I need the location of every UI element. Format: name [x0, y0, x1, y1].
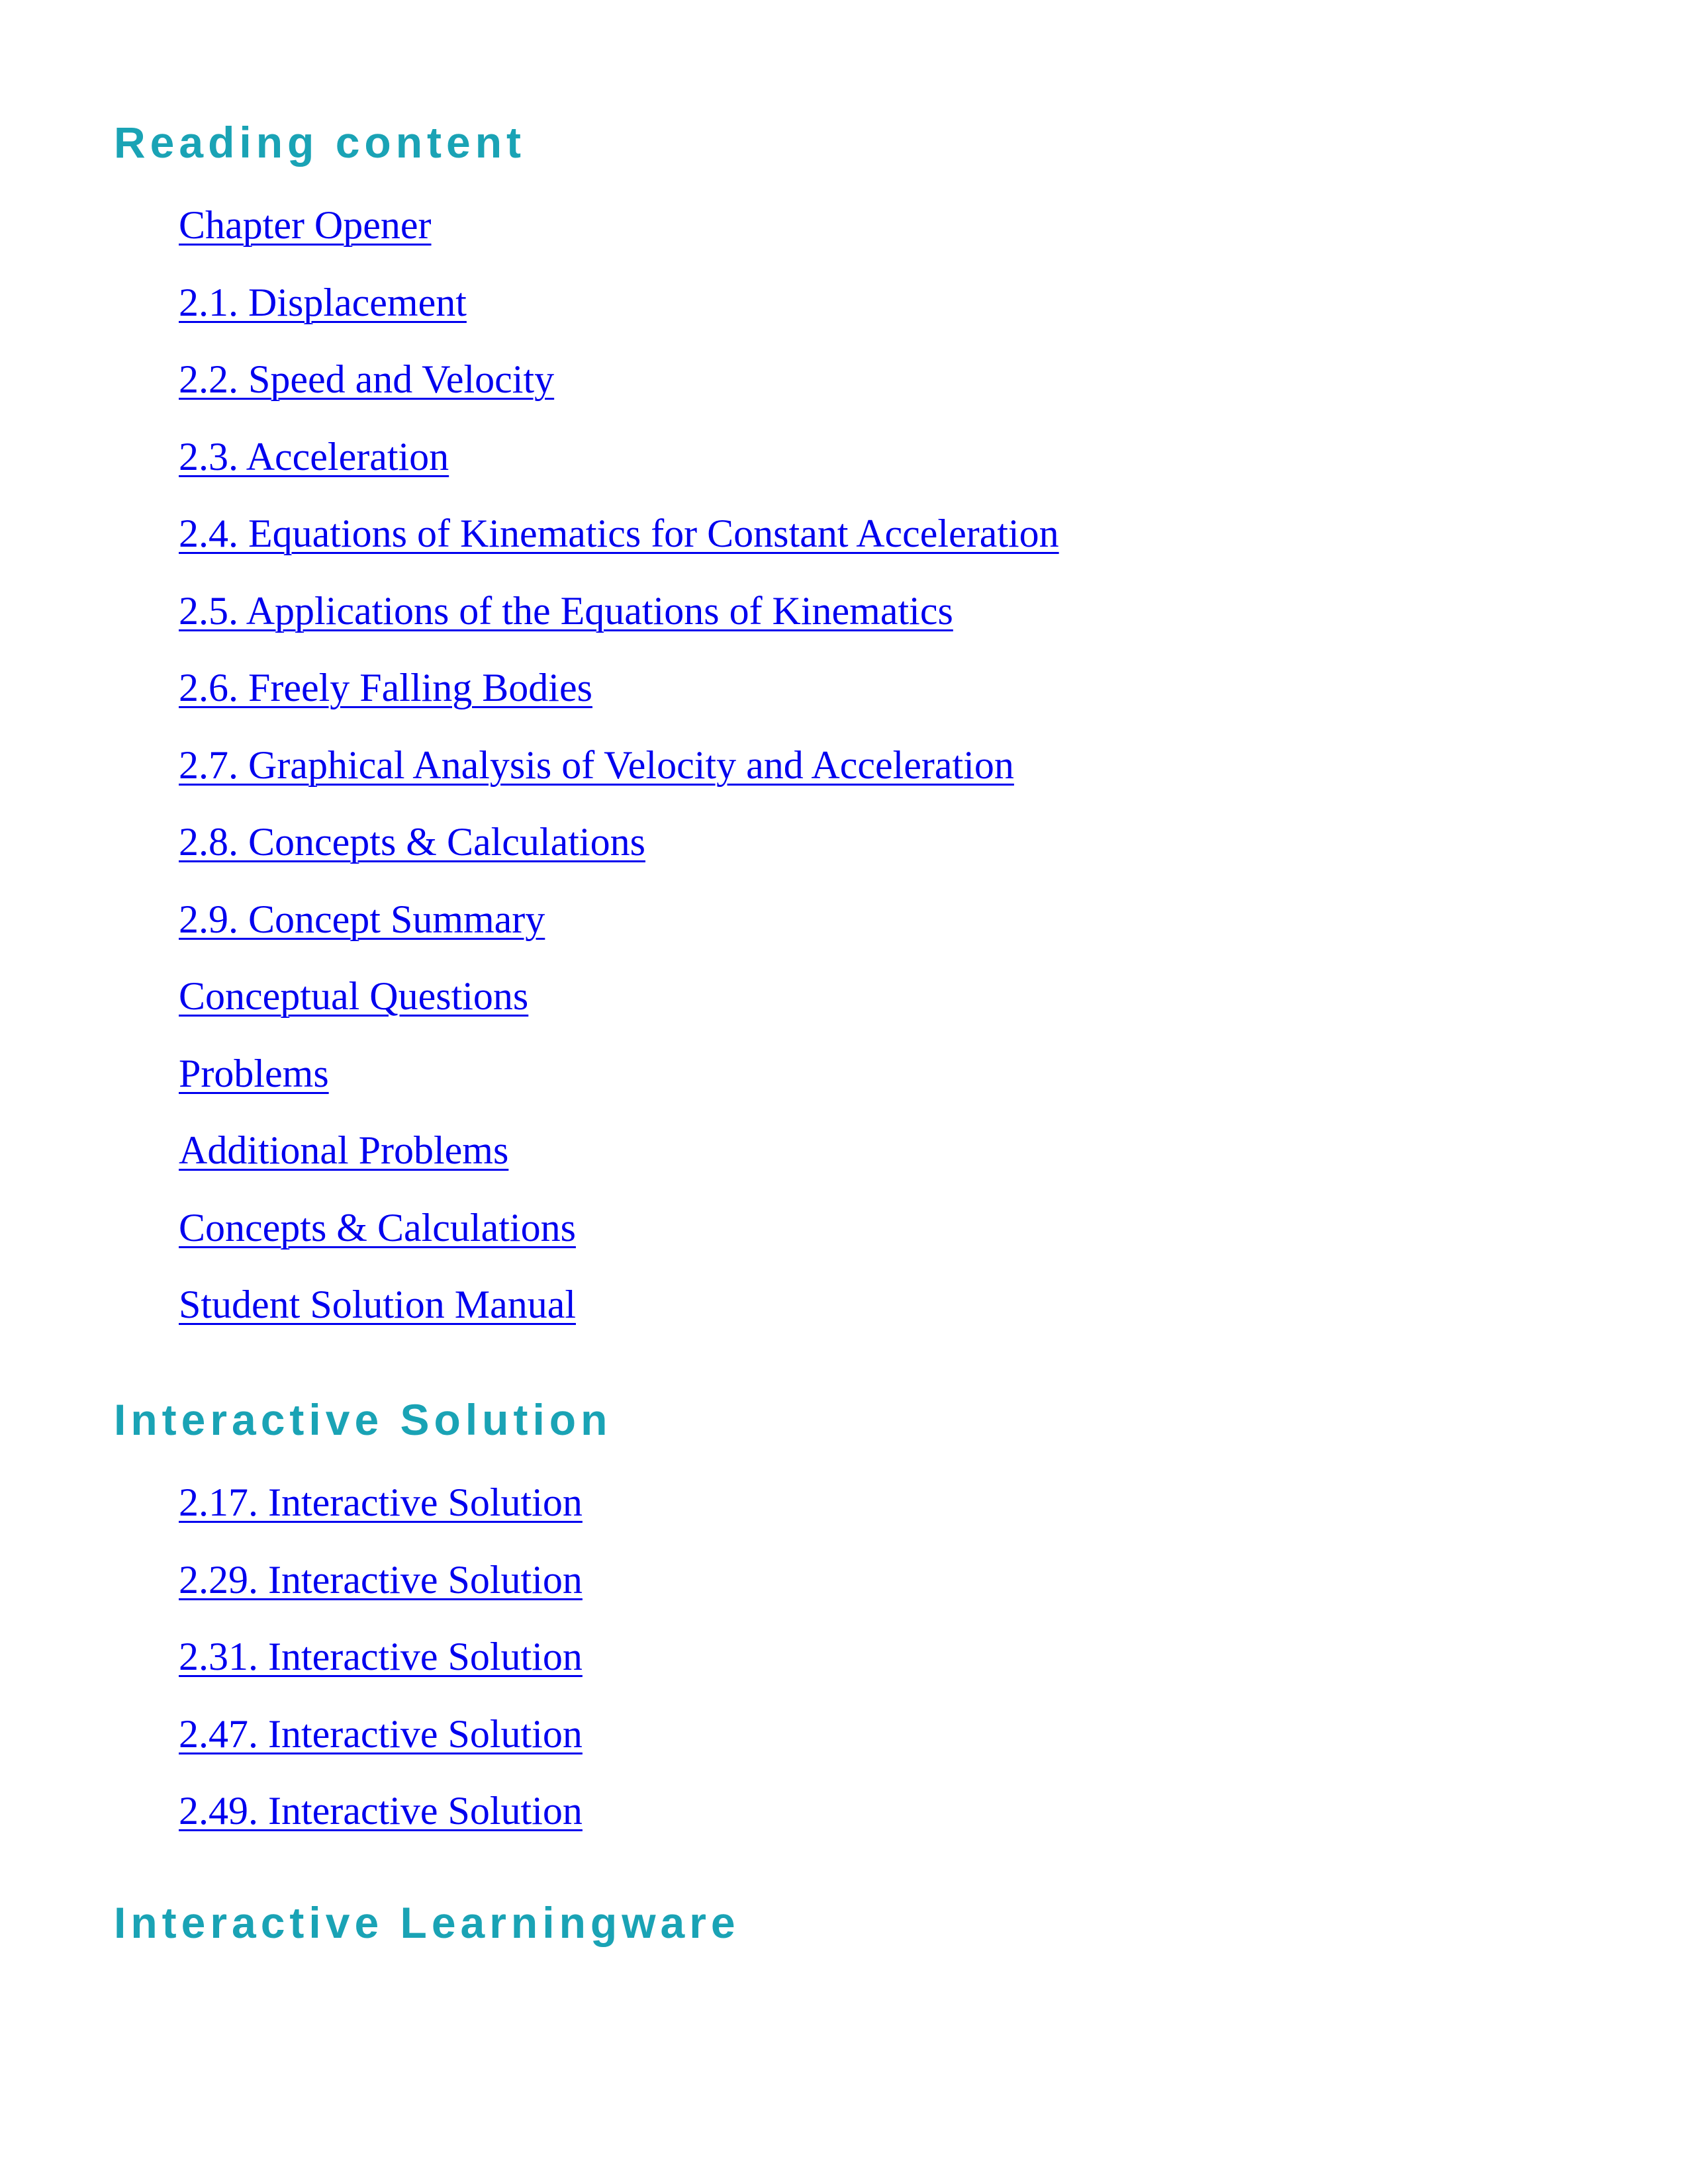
link-2-31-interactive-solution[interactable]: 2.31. Interactive Solution [179, 1635, 583, 1678]
list-item [179, 1047, 1688, 1124]
link-2-49-interactive-solution[interactable]: 2.49. Interactive Solution [179, 1789, 583, 1833]
section-heading-interactive-solution: Interactive Solution [114, 1395, 612, 1444]
list-item [179, 1630, 1688, 1707]
list-item [179, 970, 1688, 1047]
list-item [179, 1553, 1688, 1631]
list-item [179, 1201, 1688, 1279]
link-2-4-equations-of-kinematics[interactable]: 2.4. Equations of Kinematics for Constant Acceleration [179, 512, 1059, 555]
list-item [179, 353, 1688, 430]
reading-content-link-list [0, 199, 1688, 1355]
link-conceptual-questions[interactable]: Conceptual Questions [179, 974, 529, 1018]
list-item [179, 1707, 1688, 1785]
section-heading-interactive-learningware: Interactive Learningware [114, 1898, 740, 1947]
link-2-29-interactive-solution[interactable]: 2.29. Interactive Solution [179, 1557, 583, 1602]
section-heading-reading-content: Reading content [114, 118, 526, 167]
list-item [179, 276, 1688, 353]
list-item [179, 430, 1688, 508]
link-2-5-applications-of-equations[interactable]: 2.5. Applications of the Equations of Kinematics [179, 588, 953, 633]
list-item [179, 1476, 1688, 1553]
link-2-3-acceleration[interactable]: 2.3. Acceleration [179, 434, 449, 478]
link-2-9-concept-summary[interactable]: 2.9. Concept Summary [179, 897, 545, 941]
interactive-solution-link-list [0, 1476, 1688, 1862]
list-item [179, 893, 1688, 970]
link-2-2-speed-and-velocity[interactable]: 2.2. Speed and Velocity [179, 357, 555, 401]
interactive-solution-section [0, 1390, 1688, 1862]
list-item [179, 1278, 1688, 1355]
list-item [179, 199, 1688, 276]
link-2-8-concepts-and-calculations[interactable]: 2.8. Concepts & Calculations [179, 820, 645, 864]
interactive-learningware-section [0, 1893, 1688, 1952]
link-additional-problems[interactable]: Additional Problems [179, 1128, 509, 1172]
link-2-6-freely-falling-bodies[interactable]: 2.6. Freely Falling Bodies [179, 666, 592, 709]
link-2-7-graphical-analysis[interactable]: 2.7. Graphical Analysis of Velocity and Acceleration [179, 743, 1014, 787]
list-item [179, 1124, 1688, 1201]
link-2-17-interactive-solution[interactable]: 2.17. Interactive Solution [179, 1480, 583, 1524]
list-item [179, 584, 1688, 662]
link-concepts-and-calculations[interactable]: Concepts & Calculations [179, 1205, 576, 1250]
list-item [179, 661, 1688, 739]
link-2-47-interactive-solution[interactable]: 2.47. Interactive Solution [179, 1711, 583, 1756]
list-item [179, 815, 1688, 893]
list-item [179, 1784, 1688, 1862]
link-problems[interactable]: Problems [179, 1051, 329, 1095]
link-2-1-displacement[interactable]: 2.1. Displacement [179, 280, 467, 324]
link-student-solution-manual[interactable]: Student Solution Manual [179, 1283, 576, 1326]
list-item [179, 739, 1688, 816]
reading-content-section [0, 113, 1688, 1355]
list-item [179, 507, 1688, 584]
link-chapter-opener[interactable]: Chapter Opener [179, 203, 432, 247]
